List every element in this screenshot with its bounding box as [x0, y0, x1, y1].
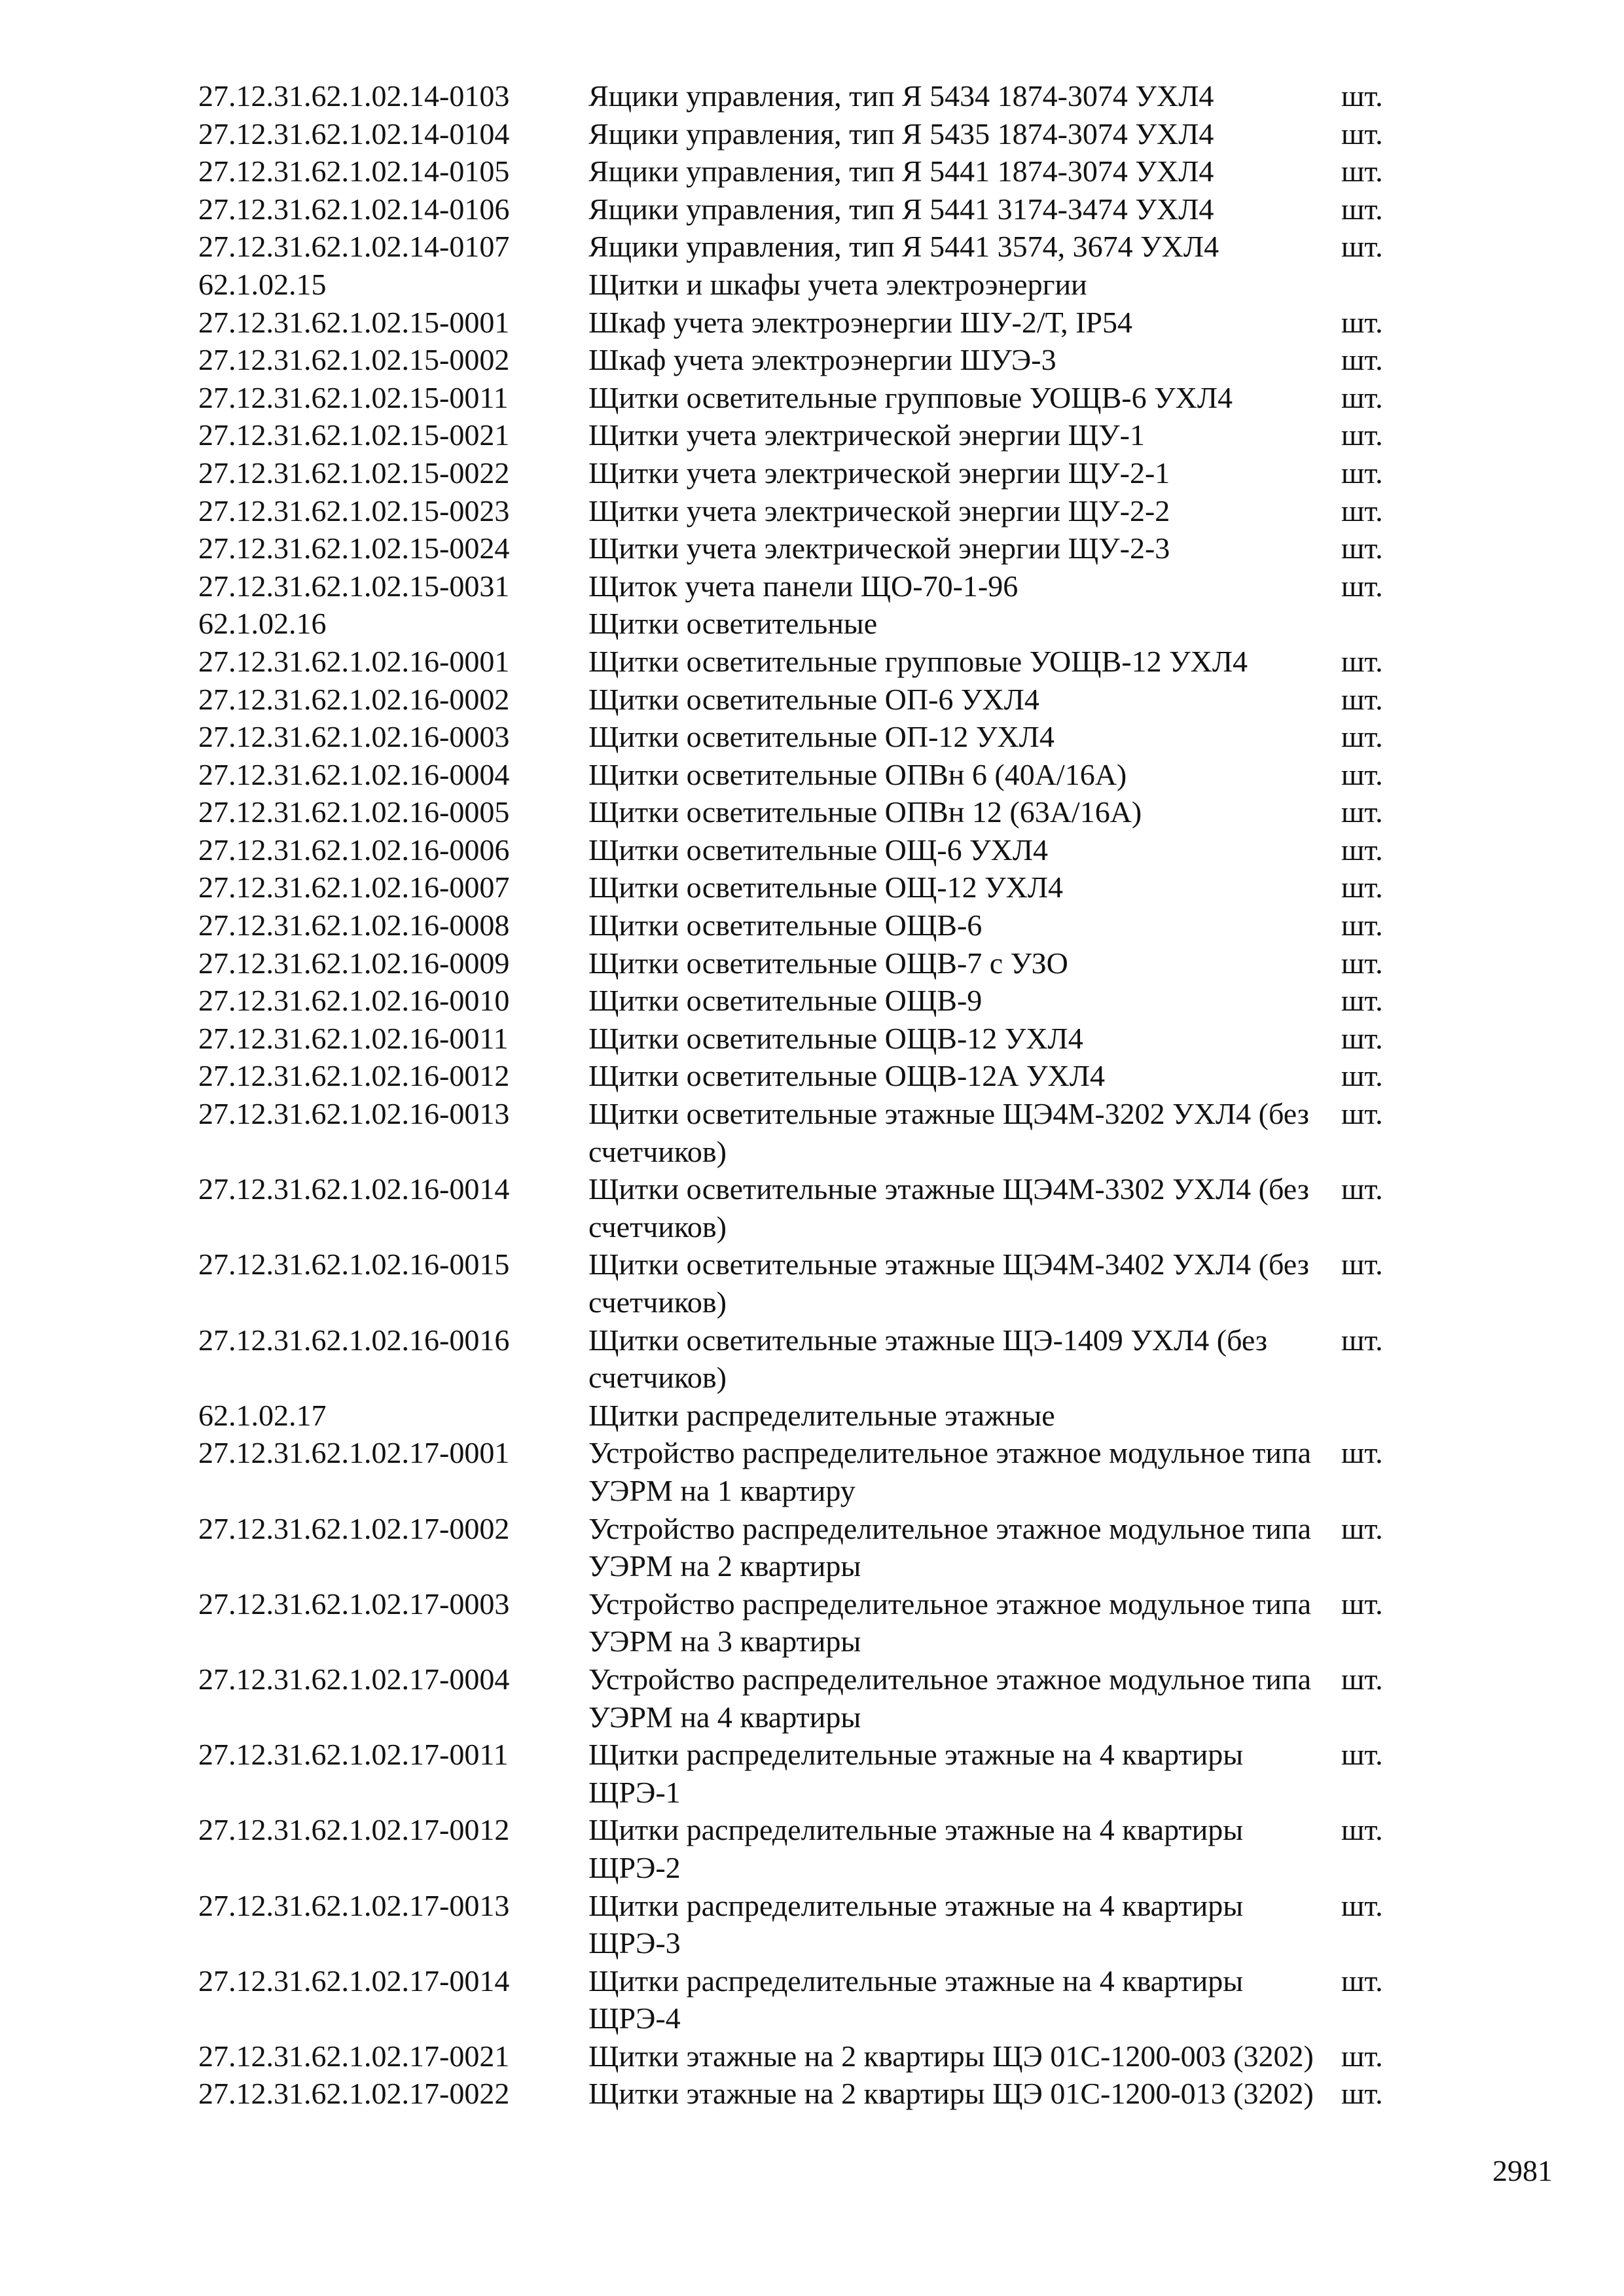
resource-code: 62.1.02.17	[198, 1398, 327, 1432]
unit-of-measure: шт.	[1341, 230, 1383, 264]
unit-of-measure: шт.	[1341, 192, 1383, 226]
resource-code: 27.12.31.62.1.02.16-0006	[198, 833, 510, 867]
resource-code: 27.12.31.62.1.02.16-0013	[198, 1097, 510, 1131]
table-row	[198, 1246, 1442, 1321]
unit-of-measure: шт.	[1341, 456, 1383, 490]
table-row	[198, 1321, 1442, 1397]
resource-code: 27.12.31.62.1.02.17-0011	[198, 1738, 509, 1772]
resource-code: 27.12.31.62.1.02.17-0021	[198, 2039, 510, 2073]
resource-name: Щитки осветительные ОПВн 6 (40А/16А)	[588, 757, 1127, 791]
resource-name: Щитки осветительные этажные ЩЭ4М-3302 УХЛ4 (без счетчиков)	[588, 1172, 1309, 1244]
unit-of-measure: шт.	[1341, 79, 1383, 113]
resource-code: 27.12.31.62.1.02.14-0105	[198, 154, 510, 188]
resource-name: Щитки осветительные	[588, 607, 878, 641]
unit-of-measure: шт.	[1341, 757, 1383, 791]
resource-code: 27.12.31.62.1.02.16-0014	[198, 1172, 510, 1206]
resource-name: Щитки осветительные ОЩВ-12 УХЛ4	[588, 1021, 1083, 1055]
resource-code: 62.1.02.16	[198, 607, 327, 641]
table-row	[198, 1170, 1442, 1246]
unit-of-measure: шт.	[1341, 1097, 1383, 1131]
unit-of-measure: шт.	[1341, 1511, 1383, 1545]
table-row	[198, 643, 1442, 681]
resource-code: 27.12.31.62.1.02.16-0005	[198, 795, 510, 829]
table-row	[198, 115, 1442, 153]
unit-of-measure: шт.	[1341, 531, 1383, 565]
resource-code: 27.12.31.62.1.02.17-0003	[198, 1587, 510, 1621]
section-heading-row	[198, 1397, 1442, 1435]
resource-code: 27.12.31.62.1.02.16-0009	[198, 946, 510, 980]
resource-name: Щитки осветительные ОПВн 12 (63А/16А)	[588, 795, 1142, 829]
table-row	[198, 1585, 1442, 1660]
resource-name: Щитки распределительные этажные на 4 квартиры ЩРЭ-1	[588, 1738, 1244, 1809]
resource-name: Щитки осветительные этажные ЩЭ4М-3402 УХЛ4 (без счетчиков)	[588, 1247, 1309, 1319]
resource-name: Ящики управления, тип Я 5435 1874-3074 УХЛ4	[588, 117, 1214, 151]
table-row	[198, 1736, 1442, 1811]
unit-of-measure: шт.	[1341, 984, 1383, 1018]
unit-of-measure: шт.	[1341, 946, 1383, 980]
unit-of-measure: шт.	[1341, 1436, 1383, 1470]
resource-code: 27.12.31.62.1.02.14-0107	[198, 230, 510, 264]
table-row	[198, 681, 1442, 719]
unit-of-measure: шт.	[1341, 305, 1383, 339]
unit-of-measure: шт.	[1341, 1323, 1383, 1357]
resource-name: Щитки учета электрической энергии ЩУ-2-2	[588, 493, 1170, 528]
table-row	[198, 379, 1442, 417]
resource-code: 27.12.31.62.1.02.15-0023	[198, 493, 510, 528]
resource-code: 27.12.31.62.1.02.16-0002	[198, 682, 510, 716]
table-row	[198, 454, 1442, 492]
table-row	[198, 2037, 1442, 2075]
resource-code: 27.12.31.62.1.02.17-0001	[198, 1436, 510, 1470]
table-row	[198, 1020, 1442, 1058]
unit-of-measure: шт.	[1341, 1021, 1383, 1055]
resource-code: 27.12.31.62.1.02.16-0001	[198, 644, 510, 678]
resource-name: Щитки этажные на 2 квартиры ЩЭ 01С-1200-013 (3202)	[588, 2077, 1314, 2111]
resource-name: Устройство распределительное этажное модульное типа УЭРМ на 4 квартиры	[588, 1662, 1312, 1734]
resource-name: Щитки осветительные этажные ЩЭ4М-3202 УХЛ4 (без счетчиков)	[588, 1097, 1309, 1168]
unit-of-measure: шт.	[1341, 343, 1383, 377]
resource-name: Ящики управления, тип Я 5441 3574, 3674 УХЛ4	[588, 230, 1219, 264]
table-row	[198, 341, 1442, 379]
resource-code: 27.12.31.62.1.02.16-0007	[198, 870, 510, 905]
resource-name: Щитки осветительные этажные ЩЭ-1409 УХЛ4 (без счетчиков)	[588, 1323, 1268, 1395]
resource-name: Ящики управления, тип Я 5441 3174-3474 УХЛ4	[588, 192, 1214, 226]
table-row	[198, 492, 1442, 530]
unit-of-measure: шт.	[1341, 1172, 1383, 1206]
table-row	[198, 1887, 1442, 1962]
table-row	[198, 567, 1442, 605]
unit-of-measure: шт.	[1341, 833, 1383, 867]
resource-name: Щитки осветительные групповые УОЩВ-6 УХЛ4	[588, 380, 1233, 414]
table-row	[198, 304, 1442, 342]
resource-name: Шкаф учета электроэнергии ШУЭ-3	[588, 343, 1056, 377]
table-row	[198, 1434, 1442, 1509]
resource-code: 27.12.31.62.1.02.16-0008	[198, 908, 510, 942]
resource-name: Щитки учета электрической энергии ЩУ-1	[588, 418, 1145, 452]
resource-code: 27.12.31.62.1.02.15-0022	[198, 456, 510, 490]
resource-name: Щитки распределительные этажные	[588, 1398, 1055, 1432]
resource-name: Щитки распределительные этажные на 4 квартиры ЩРЭ-2	[588, 1813, 1244, 1884]
resource-name: Щитки осветительные ОП-6 УХЛ4	[588, 682, 1039, 716]
unit-of-measure: шт.	[1341, 380, 1383, 414]
table-row	[198, 982, 1442, 1020]
section-heading-row	[198, 605, 1442, 643]
unit-of-measure: шт.	[1341, 870, 1383, 905]
page-number: 2981	[1492, 2154, 1553, 2187]
table-row	[198, 190, 1442, 228]
resource-code: 27.12.31.62.1.02.15-0031	[198, 569, 510, 603]
resource-code: 27.12.31.62.1.02.16-0003	[198, 720, 510, 754]
resource-code: 27.12.31.62.1.02.15-0001	[198, 305, 510, 339]
resource-name: Устройство распределительное этажное модульное типа УЭРМ на 3 квартиры	[588, 1587, 1312, 1659]
table-row	[198, 906, 1442, 944]
resource-code: 27.12.31.62.1.02.17-0004	[198, 1662, 510, 1696]
unit-of-measure: шт.	[1341, 1662, 1383, 1696]
resource-name: Щитки осветительные ОЩ-6 УХЛ4	[588, 833, 1049, 867]
resource-code: 27.12.31.62.1.02.15-0021	[198, 418, 510, 452]
resource-name: Ящики управления, тип Я 5441 1874-3074 УХЛ4	[588, 154, 1214, 188]
table-row	[198, 1660, 1442, 1736]
resource-code: 27.12.31.62.1.02.16-0010	[198, 984, 510, 1018]
unit-of-measure: шт.	[1341, 154, 1383, 188]
table-row	[198, 77, 1442, 115]
section-heading-row	[198, 266, 1442, 304]
unit-of-measure: шт.	[1341, 1738, 1383, 1772]
table-row	[198, 2075, 1442, 2113]
table-row	[198, 1510, 1442, 1585]
resource-name: Устройство распределительное этажное модульное типа УЭРМ на 2 квартиры	[588, 1511, 1312, 1583]
resource-name: Щитки учета электрической энергии ЩУ-2-3	[588, 531, 1170, 565]
table-row	[198, 1095, 1442, 1170]
table-row	[198, 944, 1442, 982]
resource-code: 27.12.31.62.1.02.15-0024	[198, 531, 510, 565]
resource-code: 27.12.31.62.1.02.16-0015	[198, 1247, 510, 1282]
table-row	[198, 718, 1442, 756]
unit-of-measure: шт.	[1341, 418, 1383, 452]
resource-code: 27.12.31.62.1.02.17-0013	[198, 1888, 510, 1922]
table-row	[198, 793, 1442, 831]
unit-of-measure: шт.	[1341, 569, 1383, 603]
resource-code: 27.12.31.62.1.02.16-0011	[198, 1021, 509, 1055]
resource-code: 27.12.31.62.1.02.17-0022	[198, 2077, 510, 2111]
resource-name: Шкаф учета электроэнергии ШУ-2/Т, IP54	[588, 305, 1133, 339]
unit-of-measure: шт.	[1341, 1964, 1383, 1998]
unit-of-measure: шт.	[1341, 1587, 1383, 1621]
table-row	[198, 1811, 1442, 1886]
resource-code: 27.12.31.62.1.02.17-0012	[198, 1813, 510, 1847]
resource-code: 27.12.31.62.1.02.15-0011	[198, 380, 509, 414]
table-row	[198, 228, 1442, 266]
unit-of-measure: шт.	[1341, 2077, 1383, 2111]
table-row	[198, 152, 1442, 190]
resource-name: Щитки учета электрической энергии ЩУ-2-1	[588, 456, 1170, 490]
resource-code: 27.12.31.62.1.02.14-0106	[198, 192, 510, 226]
unit-of-measure: шт.	[1341, 908, 1383, 942]
table-row	[198, 756, 1442, 794]
resource-name: Устройство распределительное этажное модульное типа УЭРМ на 1 квартиру	[588, 1436, 1312, 1507]
resource-code: 27.12.31.62.1.02.16-0016	[198, 1323, 510, 1357]
resource-name: Щитки осветительные ОЩВ-6	[588, 908, 983, 942]
resource-name: Щитки осветительные групповые УОЩВ-12 УХЛ4	[588, 644, 1248, 678]
resource-name: Щитки осветительные ОЩВ-7 с УЗО	[588, 946, 1068, 980]
table-row	[198, 416, 1442, 454]
unit-of-measure: шт.	[1341, 493, 1383, 528]
resource-code: 62.1.02.15	[198, 267, 327, 301]
unit-of-measure: шт.	[1341, 1813, 1383, 1847]
table-row	[198, 869, 1442, 906]
unit-of-measure: шт.	[1341, 1059, 1383, 1093]
table-row	[198, 529, 1442, 567]
resource-code: 27.12.31.62.1.02.15-0002	[198, 343, 510, 377]
resource-name: Щитки и шкафы учета электроэнергии	[588, 267, 1087, 301]
resource-code: 27.12.31.62.1.02.16-0012	[198, 1059, 510, 1093]
table-row	[198, 1962, 1442, 2037]
unit-of-measure: шт.	[1341, 682, 1383, 716]
resource-code: 27.12.31.62.1.02.17-0014	[198, 1964, 510, 1998]
resource-code: 27.12.31.62.1.02.14-0103	[198, 79, 510, 113]
resource-name: Щитки осветительные ОП-12 УХЛ4	[588, 720, 1055, 754]
resource-name: Щитки осветительные ОЩ-12 УХЛ4	[588, 870, 1064, 905]
resource-code: 27.12.31.62.1.02.14-0104	[198, 117, 510, 151]
unit-of-measure: шт.	[1341, 1247, 1383, 1282]
resource-table	[198, 77, 1442, 2113]
resource-name: Щиток учета панели ЩО-70-1-96	[588, 569, 1019, 603]
resource-name: Щитки распределительные этажные на 4 квартиры ЩРЭ-4	[588, 1964, 1244, 2036]
resource-name: Щитки осветительные ОЩВ-12А УХЛ4	[588, 1059, 1105, 1093]
unit-of-measure: шт.	[1341, 720, 1383, 754]
unit-of-measure: шт.	[1341, 644, 1383, 678]
table-row	[198, 1057, 1442, 1095]
unit-of-measure: шт.	[1341, 795, 1383, 829]
table-row	[198, 831, 1442, 869]
unit-of-measure: шт.	[1341, 117, 1383, 151]
resource-name: Щитки осветительные ОЩВ-9	[588, 984, 983, 1018]
resource-code: 27.12.31.62.1.02.17-0002	[198, 1511, 510, 1545]
unit-of-measure: шт.	[1341, 2039, 1383, 2073]
resource-name: Щитки этажные на 2 квартиры ЩЭ 01С-1200-003 (3202)	[588, 2039, 1314, 2073]
resource-code: 27.12.31.62.1.02.16-0004	[198, 757, 510, 791]
unit-of-measure: шт.	[1341, 1888, 1383, 1922]
resource-name: Ящики управления, тип Я 5434 1874-3074 УХЛ4	[588, 79, 1214, 113]
resource-name: Щитки распределительные этажные на 4 квартиры ЩРЭ-3	[588, 1888, 1244, 1960]
